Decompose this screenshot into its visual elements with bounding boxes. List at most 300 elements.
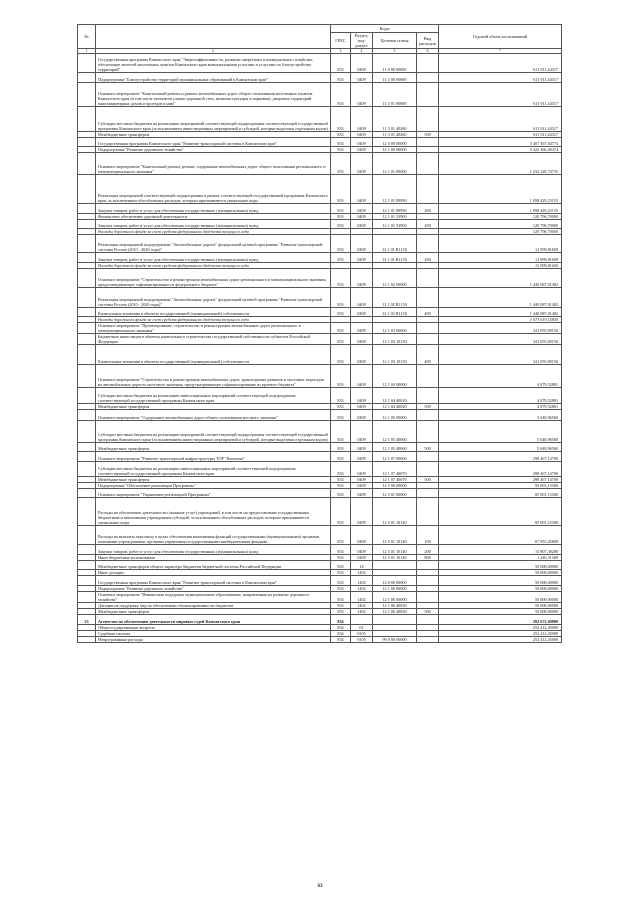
header-idx-cell: 7 — [439, 49, 562, 54]
row-razdel: 14 — [351, 560, 373, 570]
row-expense-type: 400 — [417, 307, 439, 317]
row-razdel: 0409 — [351, 268, 373, 287]
header-idx-cell: 3 — [331, 49, 351, 54]
row-grbs: 833 — [331, 107, 351, 131]
row-razdel: 0409 — [351, 323, 373, 334]
header-cs: Целевая статья — [373, 33, 417, 49]
table-row — [78, 73, 562, 83]
table-row — [78, 235, 562, 252]
row-target-article — [373, 560, 417, 570]
row-amount: 341 055,09156 — [439, 323, 562, 334]
row-grbs: 833 — [331, 576, 351, 586]
row-amount: 5 648,96560 — [439, 421, 562, 442]
row-razdel: 0409 — [351, 442, 373, 452]
row-amount: 120 796,70000 — [439, 229, 562, 235]
table-row — [78, 452, 562, 462]
header-grbs: ГРБС — [331, 33, 351, 49]
row-razdel: 0409 — [351, 525, 373, 544]
row-amount: 15 807,38200 — [439, 544, 562, 554]
row-name: Межбюджетные трансферты — [96, 476, 331, 482]
table-row — [78, 615, 562, 625]
row-razdel: 1402 — [351, 603, 373, 609]
row-number — [78, 345, 96, 364]
row-number — [78, 268, 96, 287]
row-name: Межбюджетные трансферты общего характера бюджетам бюджетной системы Российской Федерации — [96, 560, 331, 570]
row-name: Основное мероприятие "Содержание автомобильных дорог общего пользования местного значения" — [96, 409, 331, 421]
row-grbs: 833 — [331, 288, 351, 307]
row-name: Реализация мероприятий подпрограммы "Автомобильные дороги" федеральной целевой программы "Развитие транспортной системы России (2010 - 2020 годы)" — [96, 235, 331, 252]
row-razdel: 0409 — [351, 174, 373, 203]
row-razdel: 0409 — [351, 153, 373, 174]
row-razdel: 0409 — [351, 452, 373, 462]
row-amount: 12 999,81600 — [439, 235, 562, 252]
row-name: Государственная программа Камчатского края "Развитие транспортной системы в Камчатском крае" — [96, 576, 331, 586]
row-razdel: 0409 — [351, 83, 373, 107]
row-name: Закупка товаров, работ и услуг для обеспечения государственных (муниципальных) нужд — [96, 252, 331, 262]
row-name: Непрограммные расходы — [96, 636, 331, 642]
row-grbs: 833 — [331, 54, 351, 73]
row-number — [78, 137, 96, 147]
row-amount: 611 911,44317 — [439, 107, 562, 131]
row-number — [78, 204, 96, 214]
table-row — [78, 107, 562, 131]
row-name: Капитальные вложения в объекты государственной (муниципальной) собственности — [96, 307, 331, 317]
row-expense-type — [417, 462, 439, 477]
row-expense-type: 500 — [417, 476, 439, 482]
row-amount: 5 648,96560 — [439, 442, 562, 452]
row-name: Расходы на обеспечение деятельности (оказание услуг) учреждений, в том числе на предоставление государственным бюджетным и автономным учреждениям субсидий, за исключением обособленных расходов, которым присваиваются уникальные коды — [96, 498, 331, 525]
row-amount: 50 000,00000 — [439, 609, 562, 615]
row-grbs: 834 — [331, 624, 351, 630]
row-target-article: 12 1 03 10130 — [373, 334, 417, 345]
row-amount: 12 999,81600 — [439, 252, 562, 262]
row-grbs: 833 — [331, 268, 351, 287]
row-name: Общегосударственные вопросы — [96, 624, 331, 630]
row-target-article: 12 1 01 53900 — [373, 213, 417, 219]
page-number: 63 — [317, 884, 323, 889]
table-row — [78, 54, 562, 73]
row-amount: 4 879,52881 — [439, 387, 562, 403]
row-expense-type — [417, 174, 439, 203]
row-number — [78, 592, 96, 603]
table-row — [78, 288, 562, 307]
row-grbs: 833 — [331, 476, 351, 482]
row-razdel — [351, 615, 373, 625]
row-number — [78, 560, 96, 570]
row-name: Реализация мероприятий соответствующей подпрограммы в рамках соответствующей государственной программы Камчатского края, за исключением обособленных расходов, которым присваиваются уникальные коды — [96, 174, 331, 203]
row-amount: 298 467,14700 — [439, 452, 562, 462]
row-expense-type: 200 — [417, 252, 439, 262]
row-grbs: 833 — [331, 235, 351, 252]
row-target-article: 12 1 03 10130 — [373, 345, 417, 364]
row-razdel: 0409 — [351, 345, 373, 364]
row-expense-type — [417, 288, 439, 307]
row-razdel: 0409 — [351, 147, 373, 153]
header-idx-cell: 4 — [351, 49, 373, 54]
row-grbs: 833 — [331, 334, 351, 345]
row-expense-type — [417, 83, 439, 107]
row-amount: 12 999,81600 — [439, 262, 562, 268]
row-target-article: 12 1 02 R1150 — [373, 288, 417, 307]
row-amount: 1 073 619,15850 — [439, 317, 562, 323]
row-name: Расходы на выплаты персоналу в целях обеспечения выполнения функций государственными (муниципальными) органами, казенными учреждениями, органами управления государственными внебюджетными фондами — [96, 525, 331, 544]
row-name: Основное мероприятие "Капитальный ремонт и ремонт автомобильных дорог общего пользования населенных пунктов Камчатского края (в том числе элементов улично-дорожной сети, включая тротуары и парковки), дворовых территорий многоквартирных домов и проездов к ним" — [96, 83, 331, 107]
row-target-article: 12 1 04 40020 — [373, 403, 417, 409]
row-amount: 298 467,14700 — [439, 476, 562, 482]
row-amount: 1 440 087,01482 — [439, 268, 562, 287]
row-amount: 3 407 367,64774 — [439, 137, 562, 147]
header-idx-cell: 2 — [96, 49, 331, 54]
row-number — [78, 636, 96, 642]
row-amount: 120 796,70000 — [439, 219, 562, 229]
table-row — [78, 137, 562, 147]
table-row — [78, 268, 562, 287]
table-row — [78, 636, 562, 642]
row-grbs: 833 — [331, 525, 351, 544]
row-grbs: 833 — [331, 137, 351, 147]
row-grbs: 833 — [331, 544, 351, 554]
row-razdel: 0409 — [351, 73, 373, 83]
row-amount: 3 322 366,49474 — [439, 147, 562, 153]
row-number — [78, 498, 96, 525]
row-number — [78, 288, 96, 307]
row-amount: 1 440 087,01482 — [439, 288, 562, 307]
row-amount: 252 412,45000 — [439, 636, 562, 642]
row-expense-type — [417, 592, 439, 603]
row-amount: 4 879,52881 — [439, 403, 562, 409]
row-name: Иные дотации — [96, 570, 331, 576]
budget-table-sheet — [77, 24, 561, 643]
row-name: Иные бюджетные ассигнования — [96, 554, 331, 560]
row-number — [78, 334, 96, 345]
row-razdel: 0409 — [351, 544, 373, 554]
row-razdel: 0409 — [351, 235, 373, 252]
row-amount: 50 000,00000 — [439, 586, 562, 592]
row-target-article: 12 5 01 10140 — [373, 498, 417, 525]
row-number — [78, 488, 96, 498]
row-razdel: 0409 — [351, 252, 373, 262]
row-name: Расходы дорожного фонда за счет средств федерального бюджета текущего года — [96, 317, 331, 323]
row-name: Подпрограмма "Развитие дорожного хозяйства" — [96, 147, 331, 153]
row-amount: 1 098 429,23155 — [439, 204, 562, 214]
row-grbs: 833 — [331, 603, 351, 609]
row-grbs: 833 — [331, 73, 351, 83]
row-number — [78, 54, 96, 73]
row-name: Закупка товаров, работ и услуг для обеспечения государственных (муниципальных) нужд — [96, 544, 331, 554]
row-target-article: 12 5 01 10140 — [373, 544, 417, 554]
row-expense-type: 500 — [417, 442, 439, 452]
row-target-article: 12 1 01 R1150 — [373, 235, 417, 252]
row-amount: 85 001,15300 — [439, 498, 562, 525]
row-grbs: 833 — [331, 252, 351, 262]
row-name: Субсидии местным бюджетам на реализацию инвестиционных мероприятий соответствующей подпрограммы соответствующей государственной программы Камчатского края — [96, 462, 331, 477]
row-grbs: 833 — [331, 554, 351, 560]
row-target-article: 12 1 02 00000 — [373, 268, 417, 287]
row-number — [78, 364, 96, 387]
row-target-article: 12 1 05 00000 — [373, 409, 417, 421]
row-name: Финансовое обеспечение дорожной деятельности — [96, 213, 331, 219]
row-amount: 4 879,52881 — [439, 364, 562, 387]
row-expense-type — [417, 498, 439, 525]
row-target-article: 12 5 00 00000 — [373, 482, 417, 488]
row-razdel: 0409 — [351, 137, 373, 147]
row-target-article: 12 1 01 09990 — [373, 174, 417, 203]
row-name: Государственная программа Камчатского края "Развитие транспортной системы в Камчатском крае" — [96, 137, 331, 147]
row-amount: 67 953,45800 — [439, 525, 562, 544]
row-target-article: 11 0 00 00000 — [373, 54, 417, 73]
row-grbs: 833 — [331, 364, 351, 387]
row-razdel: 0409 — [351, 387, 373, 403]
row-target-article: 12 1 05 40060 — [373, 442, 417, 452]
row-target-article: 12 1 01 53900 — [373, 219, 417, 229]
row-name: Основное мероприятие "Капитальный ремонт, ремонт, содержание автомобильных дорог общего пользования регионального и межмуниципального значения" — [96, 153, 331, 174]
row-target-article: 12 1 00 00000 — [373, 147, 417, 153]
row-expense-type: 400 — [417, 345, 439, 364]
row-amount: 341 055,09156 — [439, 334, 562, 345]
row-expense-type: 500 — [417, 403, 439, 409]
table-row — [78, 153, 562, 174]
row-grbs: 833 — [331, 83, 351, 107]
row-amount: 50 000,00000 — [439, 603, 562, 609]
row-name: Реализация мероприятий подпрограммы "Автомобильные дороги" федеральной целевой программы "Развитие транспортной системы России (2010 - 2020 годы)" — [96, 288, 331, 307]
row-razdel: 1402 — [351, 609, 373, 615]
row-amount: 611 911,44317 — [439, 54, 562, 73]
header-razdel: Раздел, под-раздел — [351, 33, 373, 49]
table-row — [78, 334, 562, 345]
row-expense-type — [417, 387, 439, 403]
row-target-article: 12 1 07 40070 — [373, 462, 417, 477]
row-number — [78, 452, 96, 462]
row-amount: 611 911,44317 — [439, 73, 562, 83]
row-razdel: 0409 — [351, 219, 373, 229]
row-expense-type — [417, 452, 439, 462]
row-razdel: 0409 — [351, 364, 373, 387]
row-razdel: 0105 — [351, 630, 373, 636]
row-name: Расходы дорожного фонда за счет средств федерального бюджета текущего года — [96, 229, 331, 235]
table-row — [78, 387, 562, 403]
header-idx-cell: 5 — [373, 49, 417, 54]
row-expense-type — [417, 153, 439, 174]
row-name: Агентство по обеспечению деятельности мировых судей Камчатского края — [96, 615, 331, 625]
row-number — [78, 153, 96, 174]
row-grbs: 833 — [331, 204, 351, 214]
row-amount: 50 000,00000 — [439, 576, 562, 586]
row-expense-type — [417, 107, 439, 131]
row-target-article: 12 1 06 40030 — [373, 603, 417, 609]
row-amount: 282 672,69800 — [439, 615, 562, 625]
row-name: Основное мероприятие "Строительство и реконструкция автомобильных дорог, транспортных развязок и мостовых переходов на автомобильных дорогах мостового значения, предусматривающее софинансирование из краевого бюджета" — [96, 364, 331, 387]
row-grbs: 833 — [331, 442, 351, 452]
row-expense-type: 500 — [417, 609, 439, 615]
row-target-article: 99 0 00 00000 — [373, 636, 417, 642]
row-razdel: 0409 — [351, 554, 373, 560]
row-razdel: 0409 — [351, 482, 373, 488]
row-amount: 1 440 087,01482 — [439, 307, 562, 317]
row-grbs: 833 — [331, 421, 351, 442]
row-expense-type: 500 — [417, 131, 439, 137]
row-grbs: 833 — [331, 609, 351, 615]
row-expense-type — [417, 409, 439, 421]
table-row — [78, 560, 562, 570]
row-target-article: 12 1 07 40070 — [373, 476, 417, 482]
row-number — [78, 525, 96, 544]
row-razdel: 0409 — [351, 476, 373, 482]
row-number — [78, 235, 96, 252]
row-expense-type: 200 — [417, 544, 439, 554]
table-row — [78, 544, 562, 554]
table-row — [78, 345, 562, 364]
row-number — [78, 409, 96, 421]
row-grbs: 833 — [331, 131, 351, 137]
row-number — [78, 544, 96, 554]
row-number — [78, 73, 96, 83]
row-target-article: 12 1 01 00000 — [373, 153, 417, 174]
table-row — [78, 219, 562, 229]
table-row — [78, 323, 562, 334]
row-name: Основное мероприятие "Строительство и реконструкция автомобильных дорог регионального и межмуниципального значения, предусматривающее софинансирование из федерального бюджета" — [96, 268, 331, 287]
row-name: Капитальные вложения в объекты государственной (муниципальной) собственности — [96, 345, 331, 364]
row-number — [78, 421, 96, 442]
row-name: Государственная программа Камчатского края "Энергоэффективность, развитие энергетики и коммунального хозяйства, обеспечение жителей населенных пунктов Камчатского края коммунальными услугами и услугами по благоустройству территорий" — [96, 54, 331, 73]
row-expense-type: 200 — [417, 219, 439, 229]
header-idx-cell: 6 — [417, 49, 439, 54]
row-razdel: 0409 — [351, 462, 373, 477]
row-name: Основное мероприятие "Проектирование, строительство и реконструкция автомобильных дорог регионального и межмуниципального значения" — [96, 323, 331, 334]
header-name — [96, 25, 331, 49]
row-number — [78, 387, 96, 403]
row-amount: 50 000,00000 — [439, 592, 562, 603]
row-target-article: 12 5 01 10140 — [373, 554, 417, 560]
row-amount: 5 648,96560 — [439, 409, 562, 421]
row-number — [78, 462, 96, 477]
row-amount: 252 412,45000 — [439, 624, 562, 630]
row-razdel: 0409 — [351, 307, 373, 317]
row-razdel: 1402 — [351, 586, 373, 592]
row-target-article: 12 5 01 00000 — [373, 488, 417, 498]
row-grbs: 833 — [331, 560, 351, 570]
budget-table — [77, 24, 562, 643]
row-grbs: 834 — [331, 636, 351, 642]
row-number — [78, 442, 96, 452]
row-grbs: 833 — [331, 387, 351, 403]
row-grbs: 833 — [331, 219, 351, 229]
row-grbs: 833 — [331, 213, 351, 219]
table-row — [78, 592, 562, 603]
row-expense-type — [417, 421, 439, 442]
row-grbs: 833 — [331, 482, 351, 488]
row-amount: 611 911,44317 — [439, 131, 562, 137]
row-grbs: 833 — [331, 488, 351, 498]
row-target-article: 12 1 04 00000 — [373, 364, 417, 387]
row-grbs: 833 — [331, 586, 351, 592]
row-amount: 1 098 429,23155 — [439, 174, 562, 203]
header-no: № — [78, 25, 96, 49]
row-grbs: 834 — [331, 615, 351, 625]
row-grbs: 833 — [331, 307, 351, 317]
row-target-article: 12 1 02 R1150 — [373, 307, 417, 317]
row-amount: 252 412,45000 — [439, 630, 562, 636]
row-amount: 85 001,15300 — [439, 488, 562, 498]
row-razdel: 0409 — [351, 131, 373, 137]
row-expense-type — [417, 615, 439, 625]
row-expense-type — [417, 636, 439, 642]
table-row — [78, 498, 562, 525]
row-name: Подпрограмма "Благоустройство территорий муниципальных образований в Камчатском крае" — [96, 73, 331, 83]
row-razdel: 0409 — [351, 334, 373, 345]
row-name: Бюджетные инвестиции в объекты капитального строительства государственной собственности субъектов Российской Федерации — [96, 334, 331, 345]
row-grbs: 834 — [331, 630, 351, 636]
row-razdel: 0409 — [351, 107, 373, 131]
row-expense-type — [417, 576, 439, 586]
row-number — [78, 323, 96, 334]
row-grbs: 833 — [331, 153, 351, 174]
row-expense-type — [417, 137, 439, 147]
row-target-article: 12 1 01 09990 — [373, 204, 417, 214]
row-number — [78, 252, 96, 262]
row-target-article: 11 3 00 00000 — [373, 73, 417, 83]
row-name: Межбюджетные трансферты — [96, 442, 331, 452]
row-expense-type — [417, 268, 439, 287]
row-name: Межбюджетные трансферты — [96, 131, 331, 137]
row-grbs: 833 — [331, 174, 351, 203]
row-name: Основное мероприятие "Финансовая поддержка муниципальным образованиям, направленная на развитие дорожного хозяйства" — [96, 592, 331, 603]
row-amount: 50 000,00000 — [439, 560, 562, 570]
row-razdel: 0409 — [351, 488, 373, 498]
row-name: Подпрограмма "Развитие дорожного хозяйства" — [96, 586, 331, 592]
table-row — [78, 252, 562, 262]
row-expense-type — [417, 54, 439, 73]
row-target-article: 12 1 00 00000 — [373, 586, 417, 592]
row-grbs: 833 — [331, 498, 351, 525]
table-row — [78, 364, 562, 387]
row-amount: 298 467,14700 — [439, 462, 562, 477]
row-target-article: 12 1 07 00000 — [373, 452, 417, 462]
row-target-article: 12 0 00 00000 — [373, 576, 417, 586]
table-row — [78, 409, 562, 421]
row-expense-type — [417, 235, 439, 252]
row-razdel: 0409 — [351, 204, 373, 214]
header-idx-cell: 1 — [78, 49, 96, 54]
row-grbs: 833 — [331, 570, 351, 576]
table-row — [78, 488, 562, 498]
row-name: Закупка товаров, работ и услуг для обеспечения государственных (муниципальных) нужд — [96, 219, 331, 229]
row-name: Расходы дорожного фонда за счет средств федерального бюджета текущего года — [96, 262, 331, 268]
row-target-article: 12 5 01 10140 — [373, 525, 417, 544]
row-razdel: 0409 — [351, 498, 373, 525]
row-grbs: 833 — [331, 147, 351, 153]
row-expense-type: 100 — [417, 525, 439, 544]
table-row — [78, 462, 562, 477]
table-row — [78, 421, 562, 442]
row-target-article: 11 3 01 40260 — [373, 107, 417, 131]
row-amount: 1 240,31300 — [439, 554, 562, 560]
row-target-article: 12 1 04 40020 — [373, 387, 417, 403]
row-name: Дотации на поддержку мер по обеспечению сбалансированности бюджетов — [96, 603, 331, 609]
row-expense-type — [417, 323, 439, 334]
row-razdel: 1402 — [351, 570, 373, 576]
table-row — [78, 83, 562, 107]
row-grbs: 833 — [331, 462, 351, 477]
row-name: Основное мероприятие "Развитие транспортной инфраструктуры ТОР "Камчатка" — [96, 452, 331, 462]
row-target-article: 12 1 03 00000 — [373, 323, 417, 334]
row-number — [78, 307, 96, 317]
row-razdel: 0409 — [351, 403, 373, 409]
row-name: Субсидии местным бюджетам на реализацию инвестиционных мероприятий соответствующей подпрограммы соответствующей государственной программы Камчатского края — [96, 387, 331, 403]
table-row — [78, 525, 562, 544]
row-amount: 120 796,70000 — [439, 213, 562, 219]
row-razdel: 1402 — [351, 592, 373, 603]
row-target-article: 12 0 00 00000 — [373, 137, 417, 147]
